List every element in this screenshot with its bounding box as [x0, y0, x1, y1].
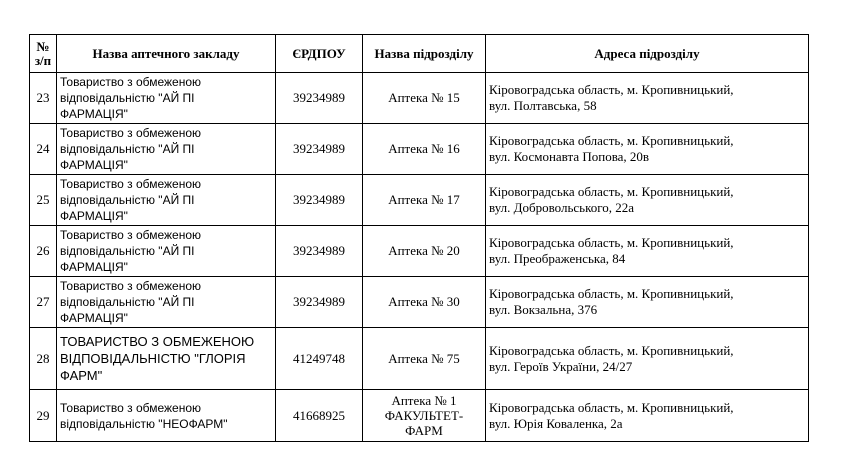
table-row [30, 124, 809, 175]
subdivision-name: Аптека № 17 [363, 175, 486, 226]
edrpou-code: 39234989 [276, 226, 363, 277]
table-row [30, 175, 809, 226]
pharmacy-name: Товариство з обмеженою відповідальністю "АЙ ПІ ФАРМАЦІЯ" [57, 124, 276, 175]
subdivision-address: Кіровоградська область, м. Кропивницький, вул. Добровольського, 22а [486, 175, 809, 226]
table-row [30, 226, 809, 277]
edrpou-code: 39234989 [276, 277, 363, 328]
header-edrpou: ЄРДПОУ [276, 35, 363, 73]
row-number: 25 [30, 175, 57, 226]
header-number: № з/п [30, 35, 57, 73]
edrpou-code: 41668925 [276, 390, 363, 442]
row-number: 26 [30, 226, 57, 277]
edrpou-code: 39234989 [276, 175, 363, 226]
header-pharmacy-name: Назва аптечного закладу [57, 35, 276, 73]
row-number: 23 [30, 73, 57, 124]
pharmacy-name: Товариство з обмеженою відповідальністю "АЙ ПІ ФАРМАЦІЯ" [57, 175, 276, 226]
subdivision-address: Кіровоградська область, м. Кропивницький, вул. Юрія Коваленка, 2а [486, 390, 809, 442]
subdivision-name: Аптека № 75 [363, 328, 486, 390]
subdivision-name: Аптека № 30 [363, 277, 486, 328]
subdivision-address: Кіровоградська область, м. Кропивницький, вул. Героїв України, 24/27 [486, 328, 809, 390]
table-row [30, 328, 809, 390]
subdivision-address: Кіровоградська область, м. Кропивницький, вул. Полтавська, 58 [486, 73, 809, 124]
table-row [30, 73, 809, 124]
edrpou-code: 39234989 [276, 73, 363, 124]
table-header-row [30, 35, 809, 73]
edrpou-code: 41249748 [276, 328, 363, 390]
row-number: 29 [30, 390, 57, 442]
pharmacy-name: Товариство з обмеженою відповідальністю "АЙ ПІ ФАРМАЦІЯ" [57, 277, 276, 328]
header-subdivision-address: Адреса підрозділу [486, 35, 809, 73]
subdivision-name: Аптека № 1 ФАКУЛЬТЕТ- ФАРМ [363, 390, 486, 442]
row-number: 27 [30, 277, 57, 328]
subdivision-address: Кіровоградська область, м. Кропивницький, вул. Вокзальна, 376 [486, 277, 809, 328]
header-subdivision-name: Назва підрозділу [363, 35, 486, 73]
pharmacy-name: Товариство з обмеженою відповідальністю "АЙ ПІ ФАРМАЦІЯ" [57, 226, 276, 277]
subdivision-name: Аптека № 16 [363, 124, 486, 175]
subdivision-name: Аптека № 20 [363, 226, 486, 277]
subdivision-name: Аптека № 15 [363, 73, 486, 124]
table-row [30, 390, 809, 442]
pharmacy-name: Товариство з обмеженою відповідальністю "НЕОФАРМ" [57, 390, 276, 442]
pharmacy-name: ТОВАРИСТВО З ОБМЕЖЕНОЮ ВІДПОВІДАЛЬНІСТЮ "ГЛОРІЯ ФАРМ" [57, 328, 276, 390]
edrpou-code: 39234989 [276, 124, 363, 175]
pharmacy-name: Товариство з обмеженою відповідальністю "АЙ ПІ ФАРМАЦІЯ" [57, 73, 276, 124]
table-row [30, 277, 809, 328]
subdivision-address: Кіровоградська область, м. Кропивницький, вул. Космонавта Попова, 20в [486, 124, 809, 175]
pharmacy-registry-table [29, 34, 809, 442]
subdivision-address: Кіровоградська область, м. Кропивницький, вул. Преображенська, 84 [486, 226, 809, 277]
row-number: 28 [30, 328, 57, 390]
row-number: 24 [30, 124, 57, 175]
